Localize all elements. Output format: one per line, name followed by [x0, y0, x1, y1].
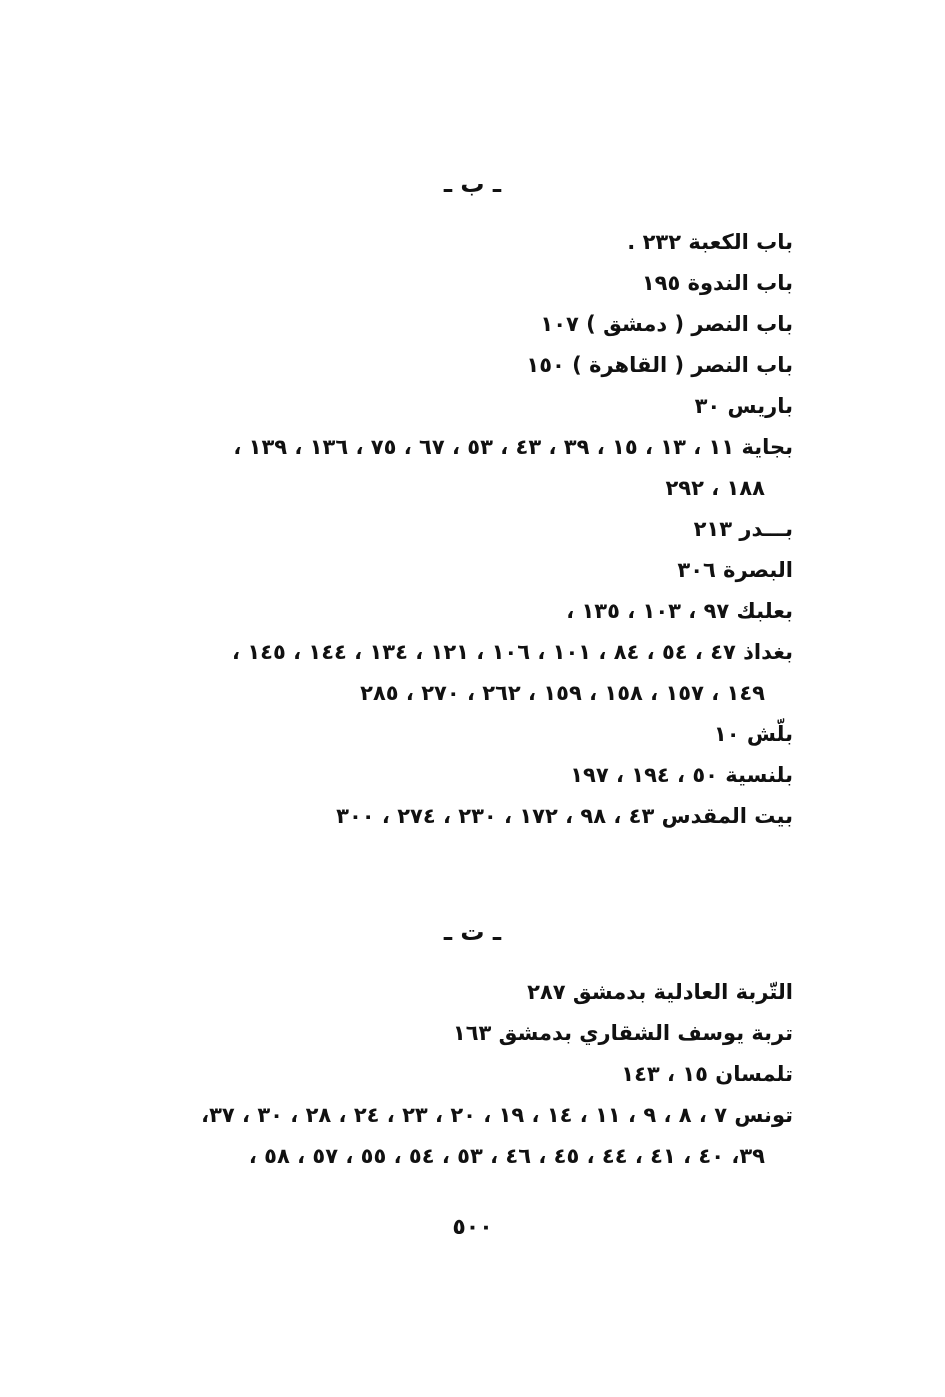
index-entry: باريس ٣٠: [694, 394, 793, 418]
index-entry: التّربة العادلية بدمشق ٢٨٧: [527, 980, 793, 1004]
index-entry-continuation: ٣٩، ٤٠ ، ٤١ ، ٤٤ ، ٤٥ ، ٤٦ ، ٥٣ ، ٥٤ ، ٥٥ ، ٥٧ ، ٥٨ ،: [248, 1144, 765, 1168]
section-heading-ba: ـ ب ـ: [443, 170, 502, 198]
index-entry: تلمسان ١٥ ، ١٤٣: [621, 1062, 793, 1086]
index-entry-multiline: [153, 427, 793, 509]
index-entry-line: تونس ٧ ، ٨ ، ٩ ، ١١ ، ١٤ ، ١٩ ، ٢٠ ، ٢٣ ، ٢٤ ، ٢٨ ، ٣٠ ، ٣٧،: [201, 1103, 793, 1127]
index-entry-line: بغداذ ٤٧ ، ٥٤ ، ٨٤ ، ١٠١ ، ١٠٦ ، ١٢١ ، ١٣٤ ، ١٤٤ ، ١٤٥ ،: [232, 640, 793, 664]
index-entry: باب الندوة ١٩٥: [641, 271, 793, 295]
section-ba-entries: [153, 222, 793, 837]
index-entry-continuation: ١٨٨ ، ٢٩٢: [665, 476, 765, 500]
index-entry: بعلبك ٩٧ ، ١٠٣ ، ١٣٥ ،: [566, 599, 793, 623]
section-heading-ta: ـ ت ـ: [443, 918, 502, 946]
index-entry: بـــدر ٢١٣: [693, 517, 793, 541]
index-entry: باب الكعبة ٢٣٢ .: [627, 230, 793, 254]
index-entry: بيت المقدس ٤٣ ، ٩٨ ، ١٧٢ ، ٢٣٠ ، ٢٧٤ ، ٣٠٠: [336, 804, 793, 828]
index-entry: بلّش ١٠: [713, 722, 793, 746]
index-entry: تربة يوسف الشقاري بدمشق ١٦٣: [452, 1021, 793, 1045]
index-entry-line: بجاية ١١ ، ١٣ ، ١٥ ، ٣٩ ، ٤٣ ، ٥٣ ، ٦٧ ، ٧٥ ، ١٣٦ ، ١٣٩ ،: [233, 435, 793, 459]
index-entry-multiline: [153, 1095, 793, 1177]
index-entry: البصرة ٣٠٦: [677, 558, 793, 582]
index-entry: باب النصر ( القاهرة ) ١٥٠: [526, 353, 793, 377]
page-number: ٥٠٠: [452, 1215, 493, 1240]
index-entry: باب النصر ( دمشق ) ١٠٧: [540, 312, 793, 336]
index-entry: بلنسية ٥٠ ، ١٩٤ ، ١٩٧: [570, 763, 793, 787]
index-entry-continuation: ١٤٩ ، ١٥٧ ، ١٥٨ ، ١٥٩ ، ٢٦٢ ، ٢٧٠ ، ٢٨٥: [360, 681, 765, 705]
section-ta-entries: [153, 972, 793, 1177]
index-entry-multiline: [153, 632, 793, 714]
